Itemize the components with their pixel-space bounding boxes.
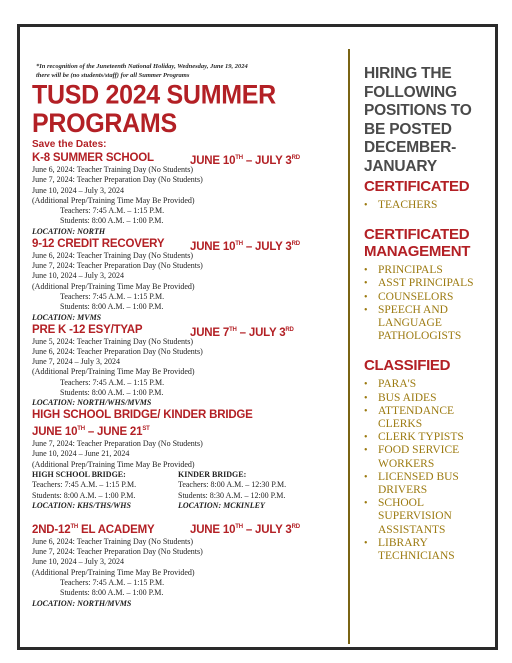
schedule-line: June 6, 2024: Teacher Training Day (No Students) bbox=[32, 536, 194, 546]
schedule-line: June 6, 2024: Teacher Training Day (No Students) bbox=[32, 165, 194, 174]
program-dates: JUNE 10TH – JULY 3RD bbox=[190, 523, 300, 536]
schedule-line: June 6, 2024: Teacher Training Day (No Students) bbox=[32, 250, 194, 260]
list-item: • COUNSELORS bbox=[364, 290, 454, 303]
teacher-hours: Teachers: 7:45 A.M. – 1:15 P.M. bbox=[60, 291, 165, 301]
program-dates: JUNE 7TH – JULY 3RD bbox=[190, 326, 294, 339]
schedule-line: June 7, 2024: Teacher Preparation Day (No Students) bbox=[32, 175, 203, 185]
program-location: LOCATION: KHS/THS/WHS bbox=[32, 500, 131, 510]
program-heading: HIGH SCHOOL BRIDGE/ KINDER BRIDGE bbox=[32, 409, 253, 422]
list-item: • SPEECH AND LANGUAGE PATHOLOGISTS bbox=[364, 303, 462, 343]
program-dates: JUNE 10TH – JULY 3RD bbox=[190, 240, 300, 253]
list-item: • PARA'S bbox=[364, 378, 417, 391]
list-item: • LIBRARY TECHNICIANS bbox=[364, 536, 455, 563]
certificated-list bbox=[364, 199, 498, 212]
student-hours: Students: 8:00 A.M. – 1:00 P.M. bbox=[60, 388, 164, 398]
schedule-line: June 10, 2024 – June 21, 2024 bbox=[32, 449, 130, 459]
teacher-hours: Teachers: 7:45 A.M. – 1:15 P.M. bbox=[32, 480, 137, 490]
program-heading: 2ND-12TH EL ACADEMY JUNE 10TH – JULY 3RD bbox=[32, 520, 350, 537]
list-item: • PRINCIPALS bbox=[364, 264, 443, 277]
list-item: • CLERK TYPISTS bbox=[364, 431, 464, 444]
list-item: • SCHOOL SUPERVISION ASSISTANTS bbox=[364, 497, 452, 536]
management-list bbox=[364, 264, 498, 343]
student-hours: Students: 8:00 A.M. – 1:00 P.M. bbox=[60, 588, 164, 598]
column-divider bbox=[348, 49, 350, 644]
teacher-hours: Teachers: 7:45 A.M. – 1:15 P.M. bbox=[60, 577, 165, 587]
classified-list bbox=[364, 378, 498, 563]
teacher-hours: Teachers: 7:45 A.M. – 1:15 P.M. bbox=[60, 377, 165, 387]
schedule-line: June 10, 2024 – July 3, 2024 bbox=[32, 185, 124, 195]
list-item: • ATTENDANCE CLERKS bbox=[364, 404, 455, 431]
schedule-line: June 10, 2024 – July 3, 2024 bbox=[32, 557, 124, 567]
teacher-hours: Teachers: 8:00 A.M. – 12:30 P.M. bbox=[178, 480, 287, 490]
kinder-bridge-label: KINDER BRIDGE: bbox=[178, 470, 247, 480]
program-k8-summer-school bbox=[32, 151, 350, 237]
program-location: LOCATION: NORTH/WHS/MVMS bbox=[32, 398, 152, 408]
programs-column bbox=[32, 63, 350, 609]
program-heading: K-8 SUMMER SCHOOL JUNE 10TH – JULY 3RD bbox=[32, 152, 300, 167]
schedule-line: (Additional Prep/Training Time May Be Provided) bbox=[32, 195, 195, 205]
schedule-line: (Additional Prep/Training Time May Be Provided) bbox=[32, 281, 195, 291]
schedule-line: June 5, 2024: Teacher Training Day (No Students) bbox=[32, 336, 194, 346]
program-el-academy bbox=[32, 520, 350, 609]
student-hours: Students: 8:00 A.M. – 1:00 P.M. bbox=[60, 302, 164, 312]
schedule-line: (Additional Prep/Training Time May Be Provided) bbox=[32, 459, 195, 469]
program-esy-tyap bbox=[32, 323, 350, 409]
list-item: • ASST PRINCIPALS bbox=[364, 277, 474, 290]
student-hours: Students: 8:30 A.M. – 12:00 P.M. bbox=[178, 490, 286, 500]
program-dates: JUNE 10TH – JUNE 21ST bbox=[32, 426, 150, 439]
program-location: LOCATION: MVMS bbox=[32, 312, 102, 322]
program-credit-recovery bbox=[32, 237, 350, 323]
program-heading: 9-12 CREDIT RECOVERY JUNE 10TH – JULY 3RD bbox=[32, 237, 300, 253]
schedule-line: (Additional Prep/Training Time May Be Provided) bbox=[32, 367, 195, 377]
program-location: LOCATION: MCKINLEY bbox=[178, 500, 265, 510]
juneteenth-notice: *In recognition of the Juneteenth National Holiday, Wednesday, June 19, 2024 there will be (no students/staff) for all Summer Programs bbox=[36, 63, 248, 79]
schedule-line: June 7, 2024: Teacher Preparation Day (No Students) bbox=[32, 547, 203, 557]
program-bridge bbox=[32, 408, 350, 511]
management-heading: CERTIFICATED MANAGEMENT bbox=[364, 226, 471, 261]
list-item: • FOOD SERVICE WORKERS bbox=[364, 444, 460, 470]
hiring-column bbox=[364, 65, 498, 563]
page-title: TUSD 2024 SUMMER PROGRAMS bbox=[32, 79, 276, 139]
list-item: • LICENSED BUS DRIVERS bbox=[364, 470, 459, 497]
program-location: LOCATION: NORTH/MVMS bbox=[32, 598, 132, 608]
certificated-heading: CERTIFICATED bbox=[364, 178, 470, 195]
hiring-title: HIRING THE FOLLOWING POSITIONS TO BE POSTED DECEMBER- JANUARY bbox=[364, 65, 472, 175]
save-the-dates-label: Save the Dates: bbox=[32, 139, 107, 150]
schedule-line: June 6, 2024: Teacher Preparation Day (No Students) bbox=[32, 346, 203, 356]
schedule-line: June 7, 2024 – July 3, 2024 bbox=[32, 357, 120, 367]
schedule-line: (Additional Prep/Training Time May Be Provided) bbox=[32, 567, 195, 577]
list-item: • BUS AIDES bbox=[364, 391, 437, 404]
hs-bridge-label: HIGH SCHOOL BRIDGE: bbox=[32, 470, 126, 480]
program-heading: PRE K -12 ESY/TYAP JUNE 7TH – JULY 3RD bbox=[32, 323, 294, 339]
student-hours: Students: 8:00 A.M. – 1:00 P.M. bbox=[32, 490, 136, 500]
program-location: LOCATION: NORTH bbox=[32, 226, 106, 236]
program-dates: JUNE 10TH – JULY 3RD bbox=[190, 154, 300, 167]
student-hours: Students: 8:00 A.M. – 1:00 P.M. bbox=[60, 216, 164, 226]
schedule-line: June 7, 2024: Teacher Preparation Day (No Students) bbox=[32, 261, 203, 271]
schedule-line: June 10, 2024 – July 3, 2024 bbox=[32, 271, 124, 281]
teacher-hours: Teachers: 7:45 A.M. – 1:15 P.M. bbox=[60, 206, 165, 216]
schedule-line: June 7, 2024: Teacher Preparation Day (No Students) bbox=[32, 439, 203, 449]
flyer-page bbox=[17, 24, 498, 650]
list-item: • TEACHERS bbox=[364, 199, 438, 211]
bridge-schedule-table bbox=[32, 470, 350, 511]
classified-heading: CLASSIFIED bbox=[364, 357, 451, 375]
